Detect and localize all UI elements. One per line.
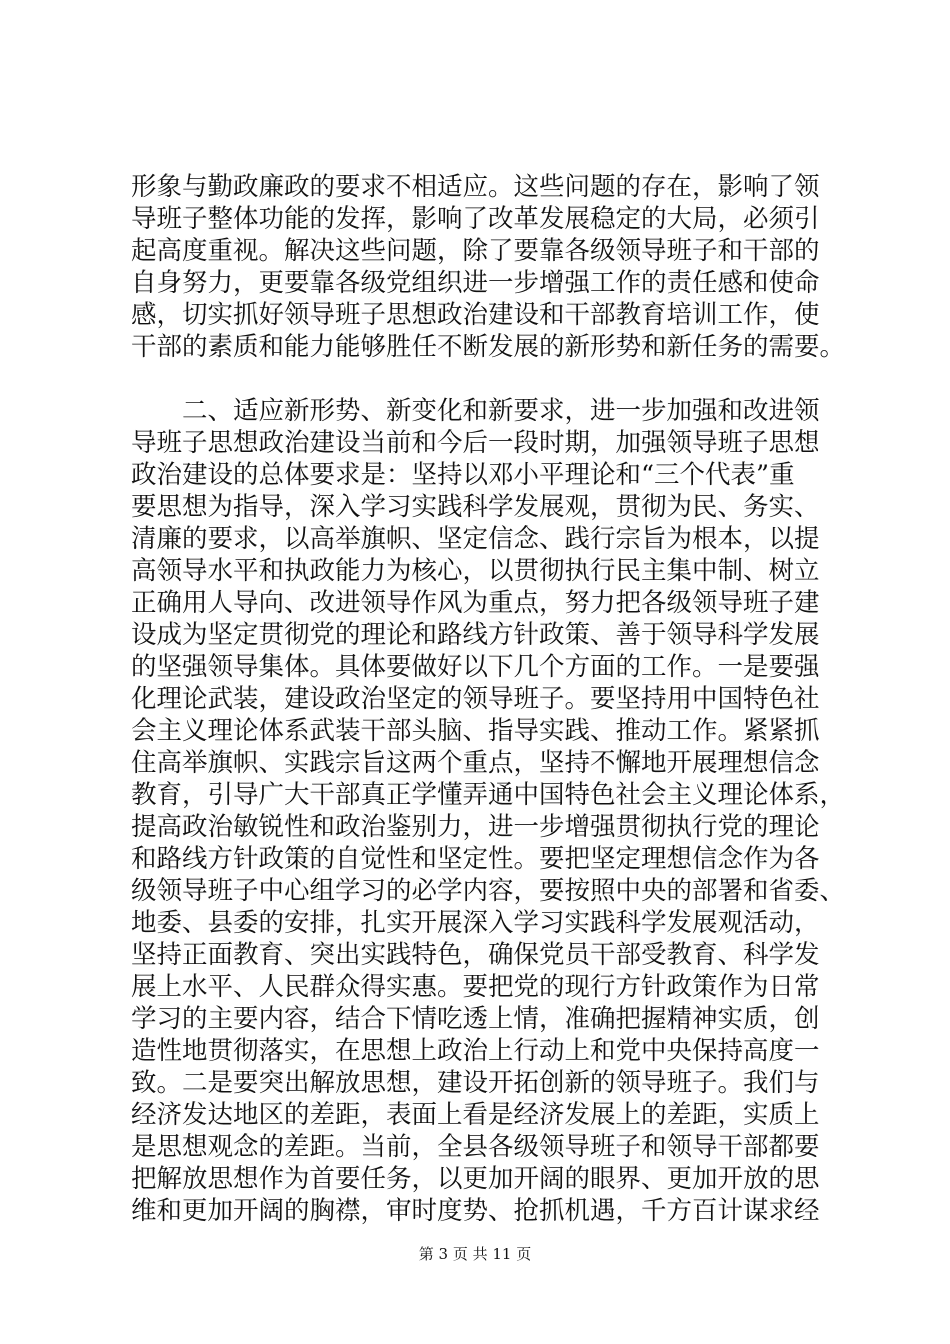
- text-line: 要思想为指导，深入学习实践科学发展观，贯彻为民、务实、: [131, 492, 820, 522]
- text-line: 致。二是要突出解放思想，建设开拓创新的领导班子。我们与: [131, 1068, 820, 1098]
- text-line: 政治建设的总体要求是：坚持以邓小平理论和“三个代表”重: [131, 460, 795, 490]
- text-line: 设成为坚定贯彻党的理论和路线方针政策、善于领导科学发展: [131, 620, 820, 650]
- text-line: 学习的主要内容，结合下情吃透上情，准确把握精神实质，创: [131, 1004, 820, 1034]
- text-line: 住高举旗帜、实践宗旨这两个重点，坚持不懈地开展理想信念: [131, 748, 820, 778]
- text-line: 经济发达地区的差距，表面上看是经济发展上的差距，实质上: [131, 1100, 820, 1130]
- text-line: 二、适应新形势、新变化和新要求，进一步加强和改进领: [131, 396, 820, 426]
- text-line: 教育，引导广大干部真正学懂弄通中国特色社会主义理论体系，: [131, 780, 846, 810]
- text-line: 造性地贯彻落实，在思想上政治上行动上和党中央保持高度一: [131, 1036, 820, 1066]
- text-line: 形象与勤政廉政的要求不相适应。这些问题的存在，影响了领: [131, 172, 820, 202]
- text-line: 是思想观念的差距。当前，全县各级领导班子和领导干部都要: [131, 1132, 820, 1162]
- text-line: 清廉的要求，以高举旗帜、坚定信念、践行宗旨为根本，以提: [131, 524, 820, 554]
- text-line: 导班子整体功能的发挥，影响了改革发展稳定的大局，必须引: [131, 204, 820, 234]
- text-line: 级领导班子中心组学习的必学内容，要按照中央的部署和省委、: [131, 876, 846, 906]
- text-line: 化理论武装，建设政治坚定的领导班子。要坚持用中国特色社: [131, 684, 820, 714]
- text-line: 干部的素质和能力能够胜任不断发展的新形势和新任务的需要。: [131, 332, 846, 362]
- text-line: 展上水平、人民群众得实惠。要把党的现行方针政策作为日常: [131, 972, 820, 1002]
- text-line: 坚持正面教育、突出实践特色，确保党员干部受教育、科学发: [131, 940, 820, 970]
- text-line: 起高度重视。解决这些问题，除了要靠各级领导班子和干部的: [131, 236, 820, 266]
- text-line: 自身努力，更要靠各级党组织进一步增强工作的责任感和使命: [131, 268, 820, 298]
- page-number-footer: 第 3 页 共 11 页: [418, 1245, 532, 1263]
- text-line: 正确用人导向、改进领导作风为重点，努力把各级领导班子建: [131, 588, 820, 618]
- text-line: 和路线方针政策的自觉性和坚定性。要把坚定理想信念作为各: [131, 844, 820, 874]
- text-line: 地委、县委的安排，扎实开展深入学习实践科学发展观活动，: [131, 908, 820, 938]
- text-line: 的坚强领导集体。具体要做好以下几个方面的工作。一是要强: [131, 652, 820, 682]
- text-line: 高领导水平和执政能力为核心，以贯彻执行民主集中制、树立: [131, 556, 820, 586]
- text-line: 感，切实抓好领导班子思想政治建设和干部教育培训工作，使: [131, 300, 820, 330]
- text-line: 提高政治敏锐性和政治鉴别力，进一步增强贯彻执行党的理论: [131, 812, 820, 842]
- text-line: 把解放思想作为首要任务，以更加开阔的眼界、更加开放的思: [131, 1164, 820, 1194]
- text-line: 导班子思想政治建设当前和今后一段时期，加强领导班子思想: [131, 428, 820, 458]
- text-line: 会主义理论体系武装干部头脑、指导实践、推动工作。紧紧抓: [131, 716, 820, 746]
- text-line: 维和更加开阔的胸襟，审时度势、抢抓机遇，千方百计谋求经: [131, 1196, 820, 1226]
